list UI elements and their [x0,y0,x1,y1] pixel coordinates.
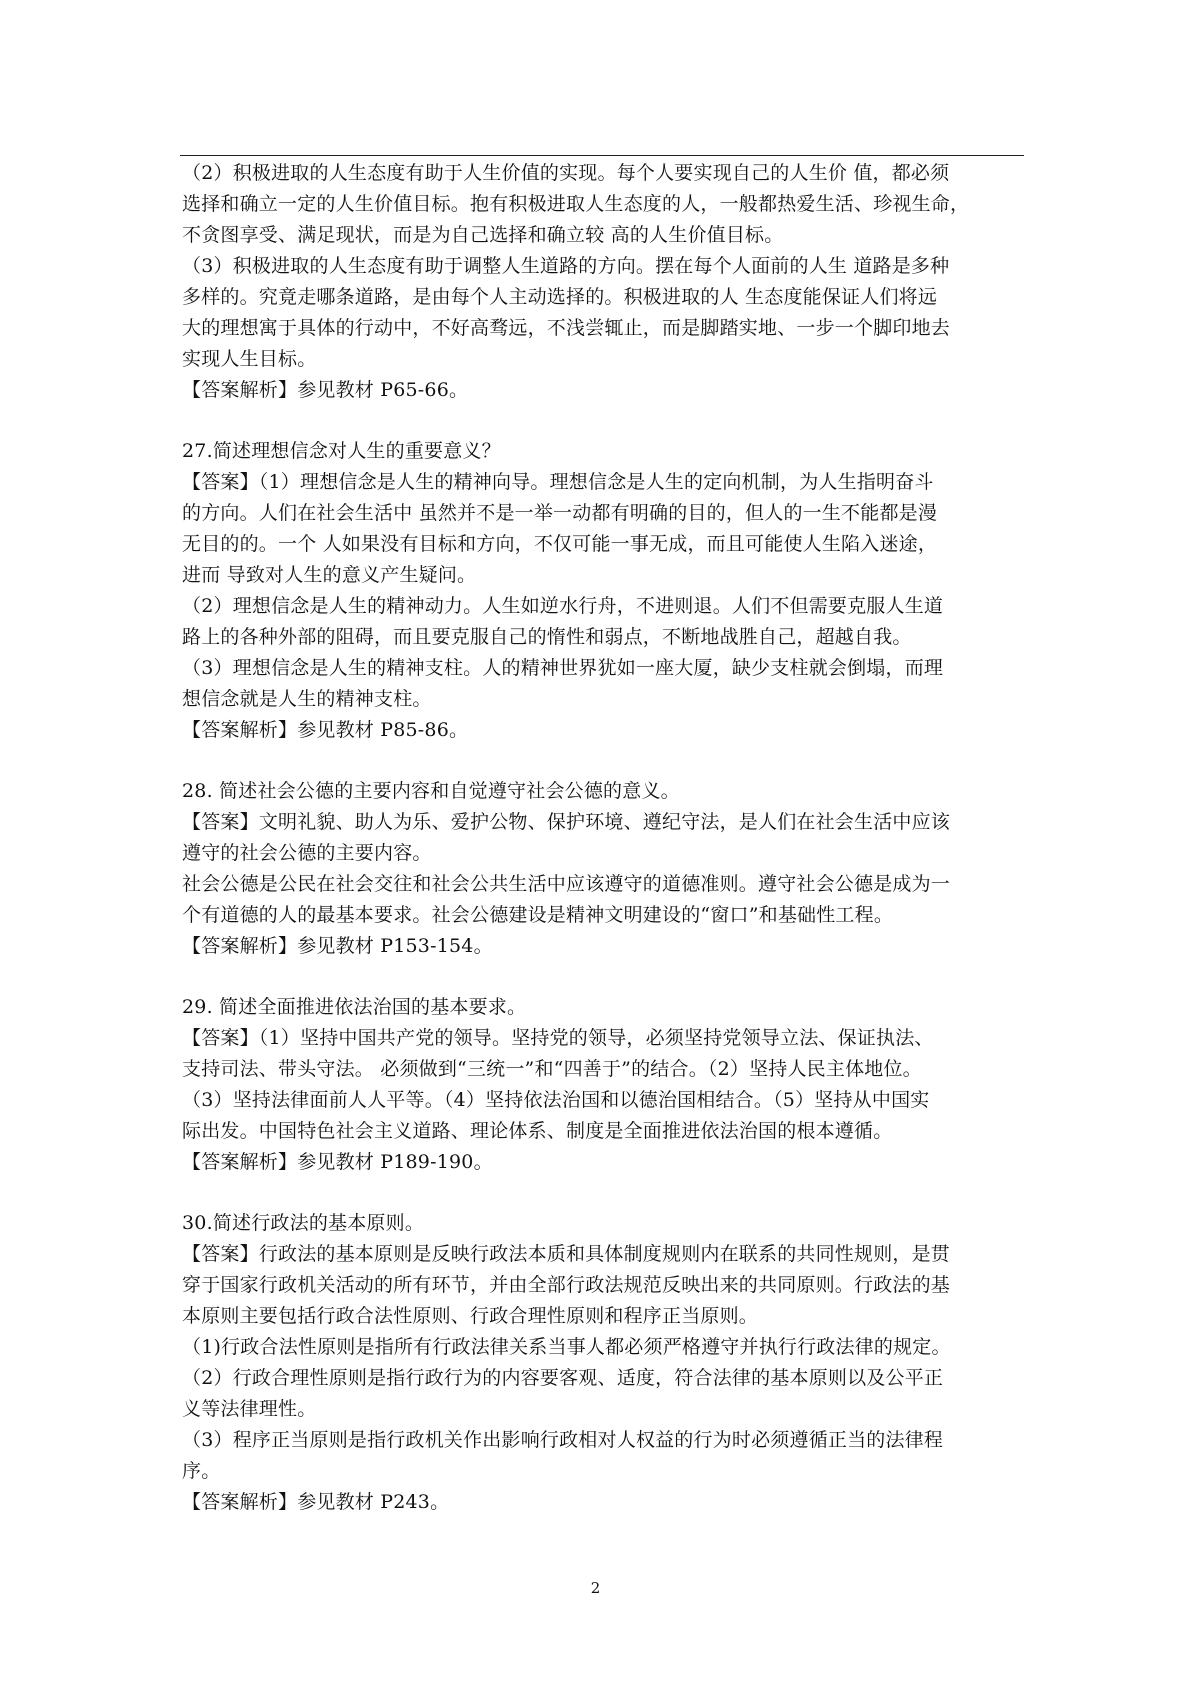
text-line: （3）积极进取的人生态度有助于调整人生道路的方向。摆在每个人面前的人生 道路是多种 [182,255,950,277]
text-line: （2）行政合理性原则是指行政行为的内容要客观、适度，符合法律的基本原则以及公平正 [182,1367,944,1389]
answer-block [182,869,1022,931]
text-line: 社会公德是公民在社会交往和社会公共生活中应该遵守的道德准则。遵守社会公德是成为一 [182,873,951,895]
page-number: 2 [590,1579,601,1597]
answer-block [182,591,1022,653]
spacer [182,746,1022,776]
text-line: （3）坚持法律面前人人平等。（4）坚持依法治国和以德治国相结合。（5）坚持从中国实 [182,1089,930,1111]
text-line: 实现人生目标。 [182,348,317,370]
text-line: 际出发。中国特色社会主义道路、理论体系、制度是全面推进依法治国的根本遵循。 [182,1120,893,1142]
text-line: 穿于国家行政机关活动的所有环节，并由全部行政法规范反映出来的共同原则。行政法的基 [182,1274,951,1296]
answer-block [182,1023,1022,1147]
question-28 [182,776,1022,962]
text-line: 的方向。人们在社会生活中 虽然并不是一举一动都有明确的目的，但人的一生不能都是漫 [182,502,938,524]
answer-block [182,1332,1022,1363]
text-line: 进而 导致对人生的意义产生疑问。 [182,564,477,586]
answer-point-2 [182,158,1022,251]
text-line: 选择和确立一定的人生价值目标。抱有积极进取人生态度的人，一般都热爱生活、珍视生命， [182,193,970,215]
question-title: 28. 简述社会公德的主要内容和自觉遵守社会公德的意义。 [182,780,680,802]
answer-block [182,807,1022,869]
question-30 [182,1208,1022,1518]
text-line: （3）程序正当原则是指行政机关作出影响行政相对人权益的行为时必须遵循正当的法律程 [182,1429,944,1451]
text-line: （2）理想信念是人生的精神动力。人生如逆水行舟，不进则退。人们不但需要克服人生道 [182,595,944,617]
answer-block [182,467,1022,591]
answer-block [182,1425,1022,1487]
text-line: 想信念就是人生的精神支柱。 [182,688,432,710]
header-rule [180,155,1024,156]
question-title: 27.简述理想信念对人生的重要意义？ [182,440,501,462]
question-27 [182,436,1022,746]
answer-block [182,653,1022,715]
text-line: 路上的各种外部的阻碍，而且要克服自己的惰性和弱点，不断地战胜自己，超越自我。 [182,626,912,648]
text-line: 【答案】行政法的基本原则是反映行政法本质和具体制度规则内在联系的共同性规则，是贯 [182,1243,951,1265]
question-title: 29. 简述全面推进依法治国的基本要求。 [182,996,527,1018]
text-line: 本原则主要包括行政合法性原则、行政合理性原则和程序正当原则。 [182,1305,759,1327]
text-line: 无目的的。一个 人如果没有目标和方向，不仅可能一事无成，而且可能使人生陷入迷途， [182,533,938,555]
text-line: 多样的。究竟走哪条道路，是由每个人主动选择的。积极进取的人 生态度能保证人们将远 [182,286,938,308]
text-line: （2）积极进取的人生态度有助于人生价值的实现。每个人要实现自己的人生价 值，都必须 [182,162,950,184]
text-line: 支持司法、带头守法。 必须做到“三统一”和“四善于”的结合。（2）坚持人民主体地位。 [182,1058,922,1080]
answer-analysis: 【答案解析】参见教材 P85-86。 [182,719,469,741]
text-line: （1)行政合法性原则是指所有行政法律关系当事人都必须严格遵守并执行行政法律的规定。 [182,1336,951,1358]
text-line: 【答案】文明礼貌、助人为乐、爱护公物、保护环境、遵纪守法，是人们在社会生活中应该 [182,811,951,833]
text-line: 大的理想寓于具体的行动中，不好高骛远，不浅尝辄止，而是脚踏实地、一步一个脚印地去 [182,317,951,339]
answer-point-3 [182,251,1022,375]
question-title: 30.简述行政法的基本原则。 [182,1212,425,1234]
answer-analysis: 【答案解析】参见教材 P189-190。 [182,1151,493,1173]
page-content [182,158,1022,1518]
answer-block [182,1363,1022,1425]
text-line: 不贪图享受、满足现状，而是为自己选择和确立较 高的人生价值目标。 [182,224,784,246]
text-line: 个有道德的人的最基本要求。社会公德建设是精神文明建设的“窗口”和基础性工程。 [182,904,894,926]
spacer [182,1178,1022,1208]
text-line: 【答案】（1）坚持中国共产党的领导。坚持党的领导，必须坚持党领导立法、保证执法、 [182,1027,934,1049]
spacer [182,406,1022,436]
answer-block [182,1239,1022,1332]
text-line: 遵守的社会公德的主要内容。 [182,842,432,864]
text-line: （3）理想信念是人生的精神支柱。人的精神世界犹如一座大厦，缺少支柱就会倒塌，而理 [182,657,944,679]
question-29 [182,992,1022,1178]
text-line: 序。 [182,1460,221,1482]
spacer [182,962,1022,992]
text-line: 义等法律理性。 [182,1398,317,1420]
answer-analysis: 【答案解析】参见教材 P65-66。 [182,379,469,401]
answer-analysis: 【答案解析】参见教材 P153-154。 [182,935,493,957]
answer-analysis: 【答案解析】参见教材 P243。 [182,1491,450,1513]
text-line: 【答案】（1）理想信念是人生的精神向导。理想信念是人生的定向机制，为人生指明奋斗 [182,471,934,493]
